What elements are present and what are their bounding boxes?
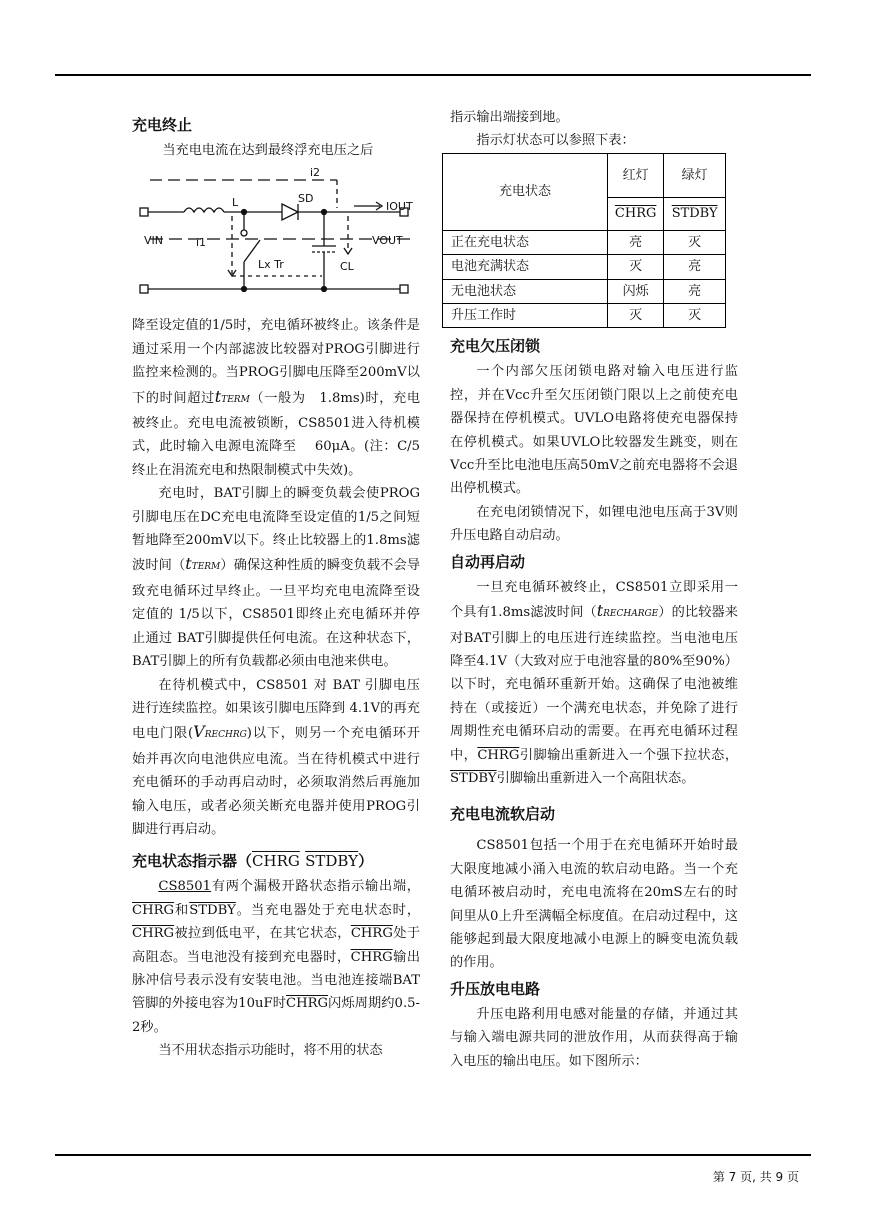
- label-SD: SD: [298, 192, 314, 206]
- paragraph: 在充电闭锁情况下，如锂电池电压高于3V则升压电路自动启动。: [450, 504, 738, 544]
- table-cell: 正在充电状态: [443, 230, 608, 254]
- right-column: [450, 106, 738, 1073]
- table-cell: 电池充满状态: [443, 255, 608, 279]
- indicator-status-table: [442, 153, 726, 329]
- table-cell: 亮: [664, 255, 726, 279]
- table-row: [443, 230, 726, 254]
- table-cell: 亮: [664, 279, 726, 303]
- paragraph: CS8501包括一个用于在充电循环开始时最大限度地减小涌入电流的软启动电路。当一个充电循环被启动时，充电电流将在20mS左右的时间里从0上升至满幅全标度值。在启动过程中，这能够起到最大限度地减小电源上的瞬变电流负载的作用。: [450, 838, 738, 971]
- header-red: 红灯: [608, 153, 664, 197]
- header-state: 充电状态: [443, 153, 608, 230]
- label-L: L: [232, 196, 239, 210]
- paragraph: 一旦充电循环被终止，CS8501立即采用一个具有1.8ms滤波时间（tRECHARGE）的比较器来对BAT引脚上的电压进行连续监控。当电池电压降至4.1V（大致对应于电池容量的80%至90%）以下时，充电循环重新开始。这确保了电池被维持在（或接近）一个满充电状态，并免除了进行周期性充电循环启动的需要。在再充电循环过程中，CHRG引脚输出重新进入一个强下拉状态，STDBY引脚输出重新进入一个高阻状态。: [450, 579, 739, 786]
- left-column: [132, 111, 420, 1063]
- table-row: [443, 255, 726, 279]
- paragraph: 升压电路利用电感对能量的存储，并通过其与输入端电源共同的泄放作用，从而获得高于输入电压的输出电压。如下图所示：: [450, 1006, 738, 1069]
- header-red-chrg: CHRG: [608, 198, 664, 231]
- paragraph: 一个内部欠压闭锁电路对输入电压进行监控，并在Vcc升至欠压闭锁门限以上之前使充电器保持在停机模式。UVLO电路将使充电器保持在停机模式。如果UVLO比较器发生跳变，则在Vcc升至比电池电压高50mV之前充电器将不会退出停机模式。: [450, 364, 738, 497]
- paragraph: 充电时，BAT引脚上的瞬变负载会使PROG引脚电压在DC充电电流降至设定值的1/5之间短暂地降至200mV以下。终止比较器上的1.8ms滤波时间（tTERM）确保这种性质的瞬变负载不会导致充电循环过早终止。一旦平均充电电流降至设定值的 1/5以下，CS8501即终止充电循环并停止通过 BAT引脚提供任何电流。在这种状态下，BAT引脚上的所有负载都必须由电池来供电。: [132, 486, 421, 670]
- table-row: [443, 304, 726, 328]
- heading-charge-termination: 充电终止: [132, 116, 193, 134]
- table-cell: 亮: [608, 230, 664, 254]
- label-i1: i1: [196, 236, 207, 250]
- paragraph: 指示灯状态可以参照下表：: [476, 133, 635, 149]
- paragraph: CS8501有两个漏极开路状态指示输出端，CHRG和STDBY。当充电器处于充电状态时，CHRG被拉到低电平，在其它状态，CHRG处于高阻态。当电池没有接到充电器时，CHRG输出脉冲信号表示没有安装电池。当电池连接端BAT管脚的外接电容为10uF时CHRG闪烁周期约0.5-2秒。: [132, 879, 421, 1035]
- header-rule: [55, 74, 811, 76]
- label-VOUT: VOUT: [372, 234, 403, 248]
- paragraph: 在待机模式中，CS8501 对 BAT 引脚电压进行连续监控。如果该引脚电压降到 4.1V的再充电电门限(VRECHRG)以下，则另一个充电循环开始并再次向电池供应电流。当在待机模式中进行充电循环的手动再启动时，必须取消然后再施加输入电压，或者必须关断充电器并使用PROG引脚进行再启动。: [132, 677, 420, 837]
- paragraph: 指示输出端接到地。: [450, 110, 569, 125]
- paragraph: 当充电电流在达到最终浮充电压之后: [162, 143, 374, 158]
- table-row: [443, 153, 726, 197]
- label-CL: CL: [340, 260, 354, 274]
- table-cell: 闪烁: [608, 279, 664, 303]
- table-cell: 灭: [608, 255, 664, 279]
- heading-boost: 升压放电电路: [450, 979, 541, 998]
- label-IOUT: IOUT: [386, 200, 413, 214]
- paragraph: 当不用状态指示功能时，将不用的状态: [158, 1043, 383, 1059]
- paragraph: 降至设定值的1/5时，充电循环被终止。该条件是通过采用一个内部滤波比较器对PROG引脚进行监控来检测的。当PROG引脚电压降至200mV以下的时间超过tTERM（一般为 1.8ms)时，充电被终止。充电电流被锁断，CS8501进入待机模式，此时输入电源电流降至 60μA。(注：C/5终止在涓流充电和热限制模式中失效)。: [132, 318, 421, 478]
- heading-status-indicator: 充电状态指示器（CHRG STDBY）: [132, 852, 374, 871]
- table-cell: 灭: [664, 230, 726, 254]
- heading-auto-restart: 自动再启动: [450, 552, 526, 571]
- heading-soft-start: 充电电流软启动: [450, 805, 556, 824]
- label-i2: i2: [310, 166, 321, 180]
- label-VIN: VIN: [144, 234, 163, 248]
- table-cell: 升压工作时: [443, 304, 608, 328]
- table-row: [443, 279, 726, 303]
- footer-rule: [55, 1154, 811, 1156]
- table-cell: 灭: [608, 304, 664, 328]
- heading-uvlo: 充电欠压闭锁: [450, 337, 541, 356]
- header-green: 绿灯: [664, 153, 726, 197]
- boost-circuit-diagram: [132, 164, 420, 314]
- table-cell: 无电池状态: [443, 279, 608, 303]
- header-green-stdby: STDBY: [664, 198, 726, 231]
- table-cell: 灭: [664, 304, 726, 328]
- label-LxTr: Lx Tr: [258, 258, 284, 272]
- page-number: 第 7 页, 共 9 页: [712, 1170, 799, 1184]
